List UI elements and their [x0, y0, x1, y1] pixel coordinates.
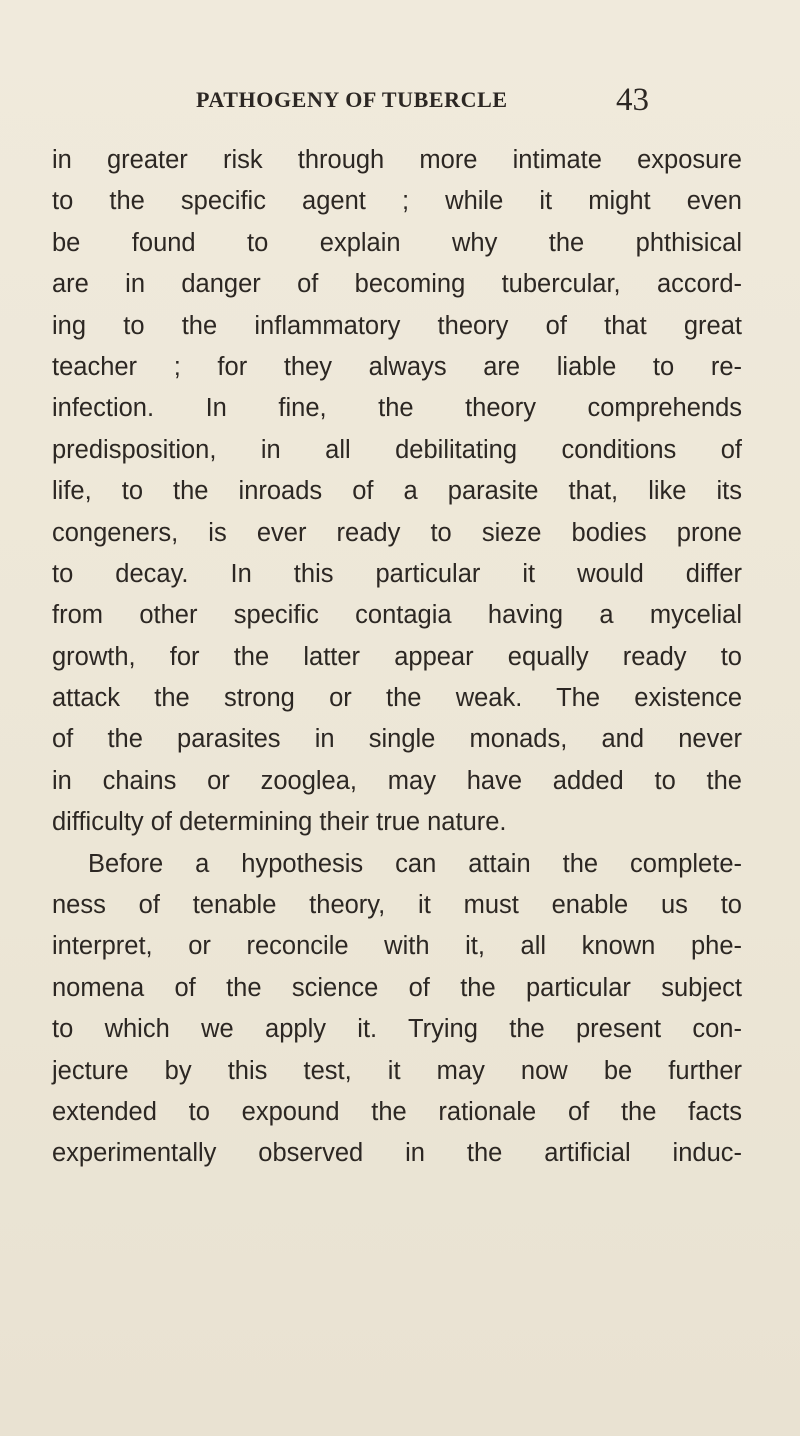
page-number: 43 [616, 82, 649, 118]
running-head: PATHOGENY OF TUBERCLE [196, 87, 508, 112]
text-line: experimentally observed in the artificial induc- [52, 1139, 742, 1168]
text-line: to decay. In this particular it would differ [52, 559, 742, 588]
text-line: nomena of the science of the particular subject [52, 973, 742, 1002]
paragraph-end-line: difficulty of determining their true nature. [52, 808, 507, 837]
text-line: congeners, is ever ready to sieze bodies prone [52, 518, 742, 547]
body-text [52, 140, 742, 1175]
text-line: to which we apply it. Trying the present con- [52, 1015, 742, 1044]
text-line: teacher ; for they always are liable to re- [52, 352, 742, 381]
text-line: ness of tenable theory, it must enable us to [52, 891, 742, 920]
text-line: to the specific agent ; while it might even [52, 187, 742, 216]
text-line: extended to expound the rationale of the facts [52, 1097, 742, 1126]
text-line: jecture by this test, it may now be further [52, 1056, 742, 1085]
paragraph-start-line: Before a hypothesis can attain the complete- [88, 849, 742, 878]
text-line: ing to the inflammatory theory of that great [52, 311, 742, 340]
text-line: attack the strong or the weak. The existence [52, 684, 742, 713]
text-line: life, to the inroads of a parasite that, like its [52, 477, 742, 506]
text-line: interpret, or reconcile with it, all known phe- [52, 932, 742, 961]
text-line: infection. In fine, the theory comprehends [52, 394, 742, 423]
text-line: predisposition, in all debilitating conditions of [52, 435, 742, 464]
text-line: growth, for the latter appear equally ready to [52, 642, 742, 671]
text-line: in greater risk through more intimate exposure [52, 146, 742, 174]
page-header [0, 82, 800, 122]
text-line: be found to explain why the phthisical [52, 228, 742, 257]
text-line: are in danger of becoming tubercular, accord- [52, 270, 742, 299]
text-line: from other specific contagia having a mycelial [52, 601, 742, 630]
text-line: in chains or zooglea, may have added to the [52, 766, 742, 795]
text-line: of the parasites in single monads, and never [52, 725, 742, 754]
